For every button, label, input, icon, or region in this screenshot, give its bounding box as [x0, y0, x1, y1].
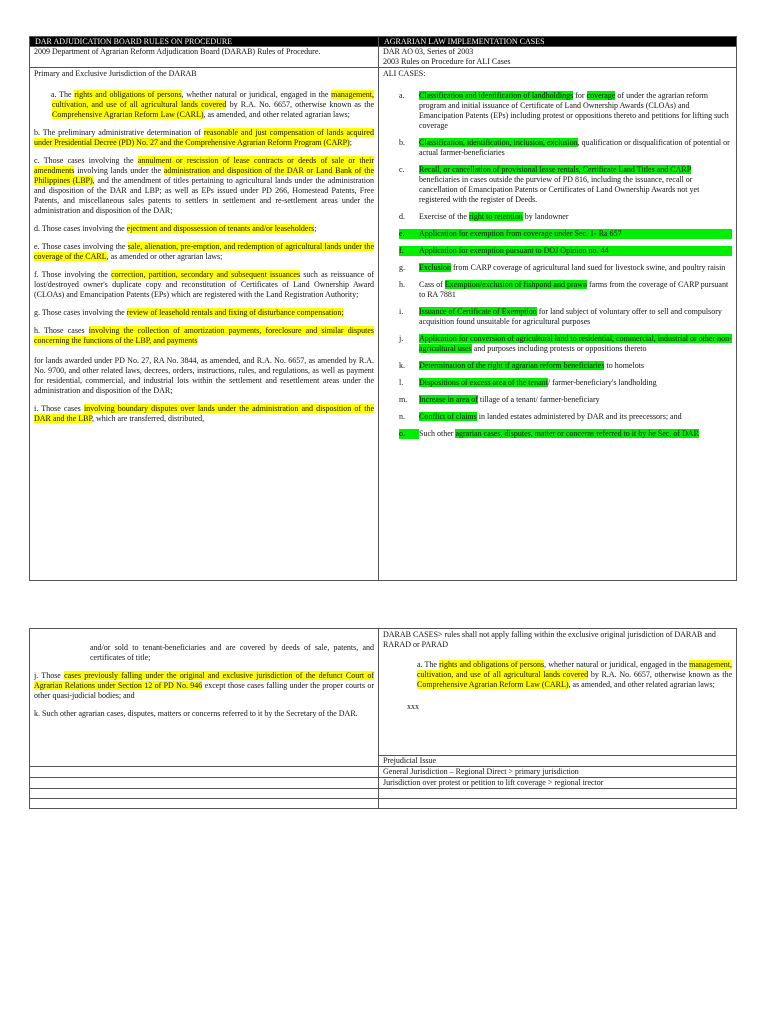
- highlighted-text: sale, alienation, pre-emption, and redemption of agricultural lands under the coverage of the CARL: [34, 242, 374, 261]
- ali-case-text: [419, 229, 732, 239]
- text-run: i. Those cases: [34, 404, 84, 413]
- text-run: , which are transferred, distributed,: [92, 414, 205, 423]
- item-letter: l.: [399, 378, 404, 387]
- text-run: to homelots: [604, 361, 645, 370]
- ali-case-text: [419, 307, 732, 327]
- text-run: f. Those involving the: [34, 270, 112, 279]
- blank-cell: [379, 799, 737, 809]
- ali-case-item: [383, 280, 732, 300]
- text-run: a. The: [417, 660, 440, 669]
- highlighted-text: Classification, identification, inclusion, exclusion: [419, 138, 578, 147]
- highlighted-text: administration and disposition of the DAR or Land Bank of the Philippines (LBP): [34, 166, 375, 185]
- text-run: by R.A. No. 6657, otherwise known as the: [588, 670, 732, 679]
- ali-case-item: [383, 429, 732, 439]
- ali-cases-title: ALI CASES:: [383, 69, 426, 78]
- item-letter: k.: [399, 361, 405, 370]
- darab-jurisdiction-item: [34, 356, 374, 396]
- ali-case-item: [383, 229, 732, 239]
- darab-jurisdiction-list: [34, 90, 374, 424]
- darab-cases-intro: DARAB CASES> rules shall not apply falling within the exclusive original jurisdiction of DARAB and RARAD or PARAD: [383, 630, 716, 649]
- text-run: / farmer-beneficiary's landholding: [547, 378, 657, 387]
- highlighted-text: Conflict of claims: [419, 412, 477, 421]
- ali-case-item: [383, 395, 732, 405]
- text-run: , whether natural or juridical, engaged in the: [181, 90, 332, 99]
- item-letter: h.: [399, 280, 405, 289]
- darab-continued-item: [34, 643, 374, 663]
- ali-case-item: [383, 212, 732, 222]
- comparison-table-page1: [29, 36, 737, 581]
- text-run: , as amended, and other related agrarian laws;: [568, 680, 715, 689]
- ali-case-text: [419, 165, 732, 205]
- highlighted-text: Issuance of Certificate of Exemption: [419, 307, 537, 316]
- highlighted-text: Application for conversion of agricultural land to residential, commercial, industrial or other non-agricultural uses: [419, 334, 732, 353]
- text-run: such as reissuance of lost/destroyed owner's duplicate copy and reconstitution of Certificates of Land Ownership Award (CLOAs) and Emancipation Patents (EPs) which are registered with the Land Registration Authority;: [34, 270, 374, 299]
- highlighted-text: Comprehensive Agrarian Reform Law (CARL): [52, 110, 204, 119]
- ali-case-item: [383, 307, 732, 327]
- ali-case-text: [419, 280, 732, 300]
- darab-jurisdiction-item: [34, 156, 374, 216]
- highlighted-text: management, cultivation, and use of all agricultural lands covered: [52, 90, 375, 109]
- ali-case-text: [419, 246, 732, 256]
- darab-jurisdiction-item: [34, 242, 374, 262]
- blank-cell: [30, 767, 379, 778]
- darab-continued-item: [34, 671, 374, 701]
- darab-jurisdiction-title: Primary and Exclusive Jurisdiction of the DARAB: [34, 69, 197, 78]
- ali-case-item: [383, 412, 732, 422]
- highlighted-text: rights and obligations of persons: [74, 90, 182, 99]
- text-run: a. The: [51, 90, 75, 99]
- header-darab: DAR ADJUDICATION BOARD RULES ON PROCEDURE: [30, 37, 379, 47]
- item-letter: m.: [399, 395, 408, 404]
- highlighted-text: involving the collection of amortization payments, foreclosure and similar disputes concerning the functions of the LBP, and payments: [34, 326, 374, 345]
- highlighted-text: Application for exemption pursuant to DOJ Opinion no. 44: [419, 246, 609, 255]
- highlighted-text: agrarian cases, disputes, matter or concerns referred to it by he Sec. of DAR: [455, 429, 699, 438]
- ali-case-text: [419, 263, 732, 273]
- ali-case-item: [383, 361, 732, 371]
- ali-case-item: [383, 165, 732, 205]
- subheader-ali-rules: [379, 47, 737, 68]
- ali-case-text: [419, 91, 732, 131]
- blank-cell: [30, 799, 379, 809]
- darab-jurisdiction-item: [34, 90, 374, 120]
- text-run: for: [573, 91, 587, 100]
- highlighted-text: Recall, or cancellation of provisional lease rentals, Certificate Land Titles and CARP: [419, 165, 691, 174]
- text-run: e. Those cases involving the: [34, 242, 128, 251]
- text-run: j. Those: [34, 671, 65, 680]
- highlighted-text: right to retention: [468, 212, 523, 221]
- ali-case-item: [383, 334, 732, 354]
- text-run: and/or sold to tenant-beneficiaries and are covered by deeds of sale, patents, and certificates of title;: [90, 643, 374, 662]
- ao-reference: DAR AO 03, Series of 2003: [383, 47, 474, 56]
- ali-case-text: [419, 429, 732, 439]
- ali-case-text: [419, 361, 732, 371]
- darab-jurisdiction-item: [34, 404, 374, 424]
- highlighted-text: Application for exemption from coverage under Sec. 1- Ra 657: [419, 229, 622, 238]
- highlighted-text: review of leasehold rentals and fixing of disturbance compensation;: [126, 308, 344, 317]
- text-run: and purposes including protests or oppositions thereto: [471, 344, 647, 353]
- ali-case-item: [383, 378, 732, 388]
- text-run: Such other: [419, 429, 456, 438]
- header-ali: AGRARIAN LAW IMPLEMENTATION CASES: [379, 37, 737, 47]
- text-run: , qualification or disqualification of potential or actual farmer-beneficiaries: [419, 138, 730, 157]
- text-run: beneficiaries in cases outside the purview of PD 816, including the issuance, recall or cancellation of Emancipation Patents or Certificates of Land Ownership Awards not yet registered with the register of Deeds.: [419, 175, 700, 204]
- highlighted-text: rights and obligations of persons: [439, 660, 545, 669]
- general-jurisdiction-row: General Jurisdiction – Regional Direct > primary jurisdiction: [379, 767, 737, 778]
- text-run: g. Those cases involving the: [34, 308, 127, 317]
- darab-continued-list: [34, 629, 374, 719]
- text-run: except those cases falling under the proper courts or other quasi-judicial bodies; and: [34, 681, 375, 700]
- ali-case-item: [383, 246, 732, 256]
- text-run: k. Such other agrarian cases, disputes, matters or concerns referred to it by the Secretary of the DAR.: [34, 709, 358, 718]
- ali-case-text: [419, 334, 732, 354]
- text-run: b. The preliminary administrative determination of: [34, 128, 204, 137]
- text-run: of under the agrarian reform program and initial issuance of Certificate of Land Ownership Awards (CLOAs) and Emancipation Patents (EPs) including protest or oppositions thereto and petitions for lifting such coverage: [419, 91, 729, 130]
- text-run: for land subject of voluntary offer to sell and compulsory acquisition found unsuitable for agricultural purposes: [419, 307, 722, 326]
- highlighted-text: annulment or rescission of lease contracts or deeds of sale or their amendments: [34, 156, 374, 175]
- text-run: ;: [349, 138, 352, 147]
- highlighted-text: ejectment and dispossession of tenants and/or leaseholders: [126, 224, 315, 233]
- text-run: Cass of: [419, 280, 445, 289]
- highlighted-text: coverage: [586, 91, 616, 100]
- ali-case-text: [419, 138, 732, 158]
- highlighted-text: Determination of the right if agrarian reform beneficiaries: [419, 361, 605, 370]
- blank-cell: [30, 789, 379, 799]
- text-run: from CARP coverage of agricultural land sued for livestock swine, and poultry raisin: [451, 263, 726, 272]
- text-run: , as amended, and other related agrarian laws;: [203, 110, 350, 119]
- ali-cases-list: [383, 91, 732, 439]
- text-run: farms from the coverage of CARP pursuant to RA 7881: [419, 280, 729, 299]
- item-letter: d.: [399, 212, 405, 221]
- protest-jurisdiction-row: Jurisdiction over protest or petition to lift coverage > regional irector: [379, 778, 737, 789]
- text-run: ;: [314, 224, 317, 233]
- text-run: h. Those cases: [34, 326, 89, 335]
- ali-case-item: [383, 138, 732, 158]
- text-run: by landowner: [522, 212, 569, 221]
- text-run: , as amended or other agrarian laws;: [106, 252, 223, 261]
- darab-continued-cell: [30, 629, 379, 767]
- prejudicial-issue-row: Prejudicial Issue: [379, 756, 737, 767]
- blank-cell: [30, 778, 379, 789]
- comparison-table-page2: [29, 628, 737, 809]
- text-run: , and the amendment of titles pertaining to agricultural lands under the administration and disposition of the DAR and LBP; as well as EPs issued under PD 266, Homestead Patents, Free Patents, and miscellaneous sales patents to settlers in settlement and re-settlement areas under the administration and disposition of the DAR;: [34, 176, 374, 215]
- darab-jurisdiction-item: [34, 326, 374, 346]
- highlighted-text: reasonable and just compensation of lands acquired under Presidential Decree (PD) No. 27 and the Comprehensive Agrarian Reform Program (CARP): [34, 128, 374, 147]
- highlighted-text: Exemption/exclusion of fishpond and prawn: [444, 280, 587, 289]
- darab-jurisdiction-item: [34, 270, 374, 300]
- highlighted-text: Increase in area of: [419, 395, 478, 404]
- ali-case-item: [383, 263, 732, 273]
- highlighted-text: Exclusion: [419, 263, 451, 272]
- text-run: tillage of a tenant/ farmer-beneficiary: [477, 395, 600, 404]
- text-run: by R.A. No. 6657, otherwise known as the: [226, 100, 374, 109]
- item-letter: o.: [399, 429, 419, 439]
- ali-rules-reference: 2003 Rules on Procedure for ALI Cases: [383, 57, 511, 66]
- ali-case-text: [419, 395, 732, 405]
- darab-jurisdiction-item: [34, 308, 374, 318]
- item-letter: b.: [399, 138, 405, 147]
- highlighted-text: Dispositions of excess area of the tenant: [419, 378, 548, 387]
- darab-jurisdiction-cell: [30, 68, 379, 581]
- item-letter: j.: [399, 334, 404, 343]
- text-run: involving lands under the: [74, 166, 164, 175]
- item-letter: e.: [399, 229, 419, 239]
- text-run: , whether natural or juridical, engaged in the: [544, 660, 690, 669]
- item-letter: f.: [399, 246, 419, 256]
- text-run: c. Those cases involving the: [34, 156, 138, 165]
- item-letter: n.: [399, 412, 405, 421]
- item-letter: c.: [399, 165, 405, 174]
- highlighted-text: Classification and identification of landholdings: [419, 91, 574, 100]
- text-run: d. Those cases involving the: [34, 224, 127, 233]
- highlighted-text: Comprehensive Agrarian Reform Law (CARL): [417, 680, 569, 689]
- highlighted-text: management, cultivation, and use of all agricultural lands covered: [417, 660, 733, 679]
- item-letter: i.: [399, 307, 404, 316]
- darab-jurisdiction-item: [34, 128, 374, 148]
- item-letter: a.: [399, 91, 405, 100]
- darab-cases-cell: [379, 629, 737, 756]
- text-run: in landed estates administered by DAR and its preecessors; and: [476, 412, 682, 421]
- ali-case-text: [419, 212, 732, 222]
- text-run: for lands awarded under PD No. 27, RA No. 3844, as amended, and R.A. No. 6657, as amended by R.A. No. 9700, and other related laws, decrees, orders, instructions, rules, and regulations, as well as payment for residential, commercial, and industrial lots within the settlement and resettlement areas under the administration and disposition of the DAR;: [34, 356, 374, 395]
- ali-case-text: [419, 378, 732, 388]
- ali-case-text: [419, 412, 732, 422]
- darab-continued-item: [34, 709, 374, 719]
- highlighted-text: correction, partition, secondary and subsequent issuances: [111, 270, 301, 279]
- highlighted-text: cases previously falling under the original and exclusive jurisdiction of the defunct Court of Agrarian Relations under Section 12 of PD No. 946: [34, 671, 374, 690]
- darab-case-item-a: [383, 660, 732, 690]
- text-run: Exercise of the: [419, 212, 469, 221]
- omission-marker: xxx: [407, 702, 419, 711]
- blank-cell: [379, 789, 737, 799]
- highlighted-text: involving boundary disputes over lands under the administration and disposition of the DAR and the LBP: [34, 404, 374, 423]
- ali-case-item: [383, 91, 732, 131]
- ali-cases-cell: [379, 68, 737, 581]
- subheader-darab-rules: 2009 Department of Agrarian Reform Adjudication Board (DARAB) Rules of Procedure.: [30, 47, 379, 68]
- item-letter: g.: [399, 263, 405, 272]
- darab-jurisdiction-item: [34, 224, 374, 234]
